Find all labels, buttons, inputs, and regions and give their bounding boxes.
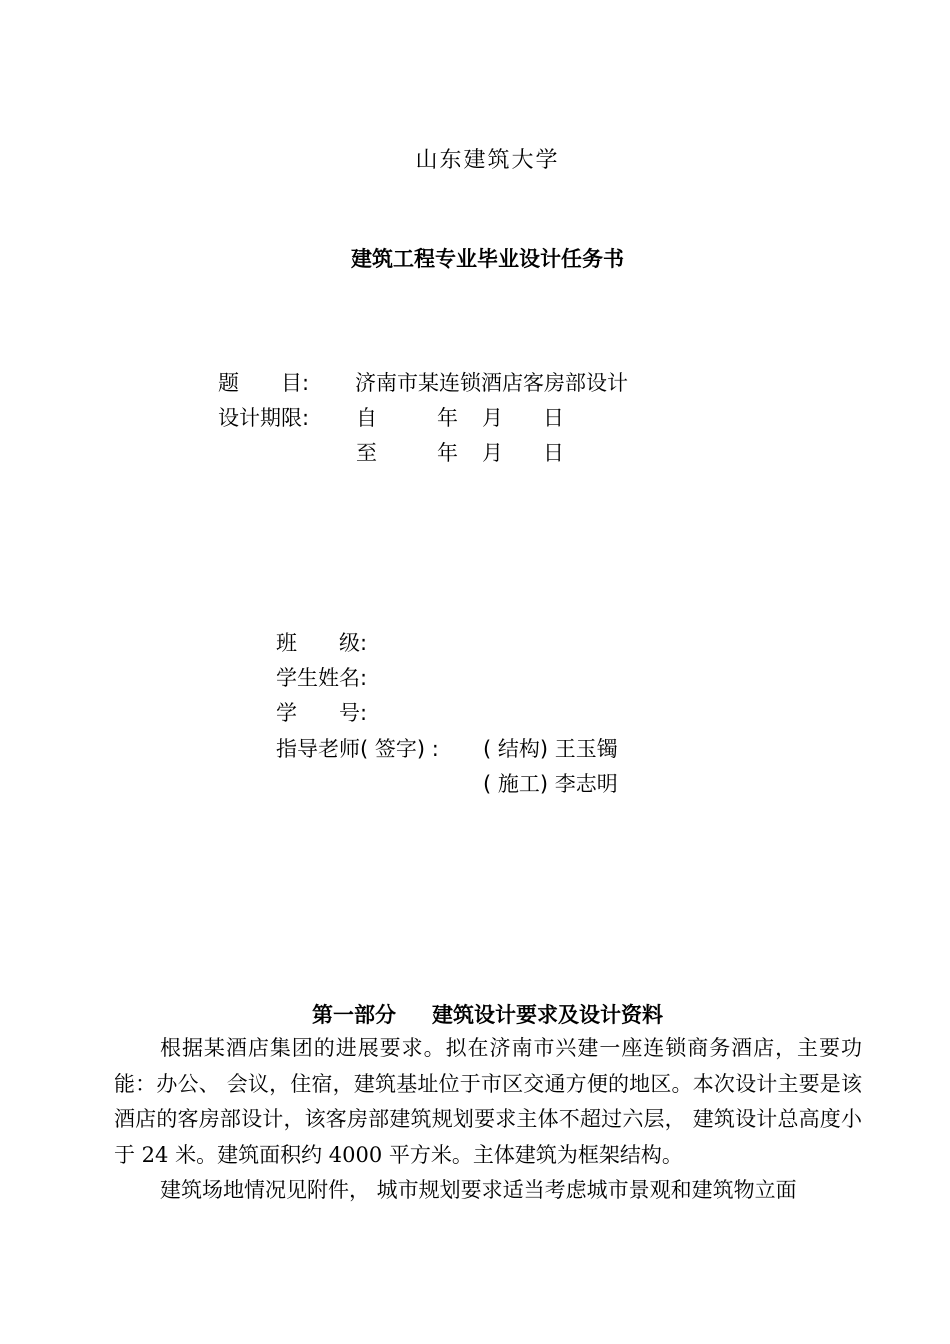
paragraph-site: 建筑场地情况见附件， 城市规划要求适当考虑城市景观和建筑物立面 xyxy=(160,1178,797,1203)
section-body xyxy=(114,1031,862,1209)
university-name: 山东建筑大学 xyxy=(415,148,560,173)
class-label: 班 级: xyxy=(276,631,368,655)
advisor-row xyxy=(276,734,676,764)
student-name-label: 学生姓名: xyxy=(276,666,368,690)
period-from-label: 自 xyxy=(356,406,377,430)
period-to-month: 月 xyxy=(482,441,503,465)
period-from-row xyxy=(218,403,678,433)
period-to-row xyxy=(218,438,678,468)
period-from-day: 日 xyxy=(543,406,564,430)
period-label: 设计期限: xyxy=(218,406,310,430)
document-title: 建筑工程专业毕业设计任务书 xyxy=(351,247,624,271)
period-from-month: 月 xyxy=(482,406,503,430)
topic-row xyxy=(218,368,678,398)
paragraph-requirements: 根据某酒店集团的进展要求。拟在济南市兴建一座连锁商务酒店，主要功能：办公、 会议，住宿，建筑基址位于市区交通方便的地区。本次设计主要是该酒店的客房部设计，该客房部建筑规划要求主体不超过六层， 建筑设计总高度小于 24 米。建筑面积约 4000 平方米。主体建筑为框架结构。 xyxy=(114,1036,862,1167)
advisor-structure: ( 结构) 王玉镯 xyxy=(483,737,618,761)
student-id-label: 学 号: xyxy=(276,701,368,725)
section-heading xyxy=(0,999,950,1029)
section-part: 第一部分 xyxy=(312,1003,396,1027)
advisor-construction: ( 施工) 李志明 xyxy=(483,772,618,796)
section-title: 建筑设计要求及设计资料 xyxy=(432,1003,663,1027)
topic-label: 题 目: xyxy=(218,371,310,395)
period-to-day: 日 xyxy=(543,441,564,465)
period-to-label: 至 xyxy=(356,441,377,465)
advisor-label: 指导老师( 签字) : xyxy=(276,737,439,761)
topic-value: 济南市某连锁酒店客房部设计 xyxy=(355,371,628,395)
period-from-year: 年 xyxy=(437,406,458,430)
period-to-year: 年 xyxy=(437,441,458,465)
